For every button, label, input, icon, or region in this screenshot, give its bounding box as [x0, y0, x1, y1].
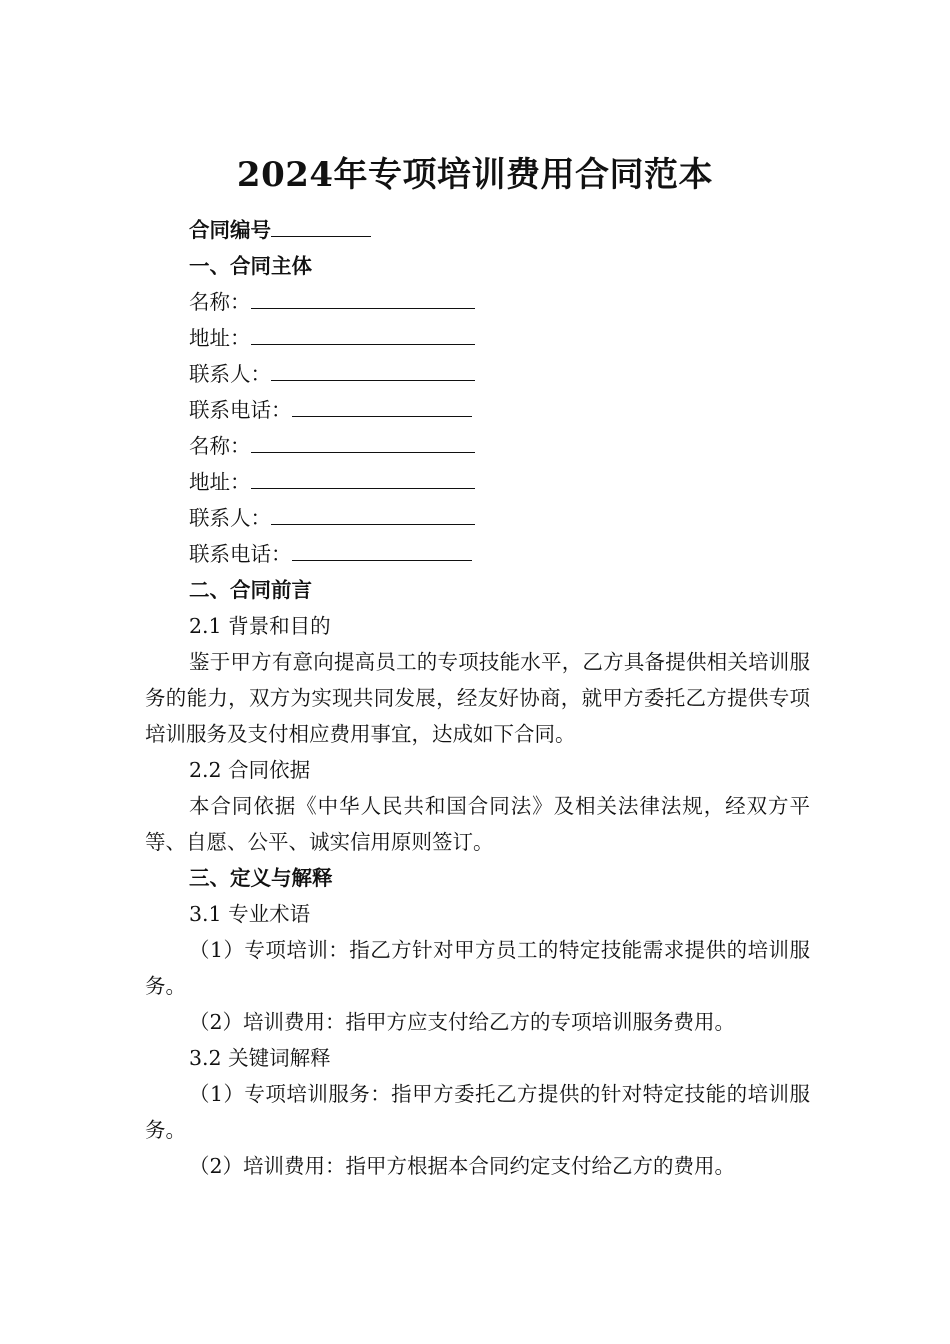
party-b-contact-line [145, 500, 810, 536]
party-b-address-line [145, 464, 810, 500]
party-b-phone-blank[interactable] [292, 536, 472, 561]
section3-sub2-heading: 3.2 关键词解释 [189, 1046, 331, 1070]
section3-sub2-item1: （1）专项培训服务：指甲方委托乙方提供的针对特定技能的培训服务。 [145, 1082, 810, 1142]
party-a-contact-line [145, 356, 810, 392]
section3-sub1-heading: 3.1 专业术语 [189, 902, 311, 926]
party-b-contact-label: 联系人： [189, 506, 271, 530]
party-a-address-blank[interactable] [251, 320, 475, 345]
party-b-name-line [145, 428, 810, 464]
party-a-contact-label: 联系人： [189, 362, 271, 386]
section3-sub2-item2: （2）培训费用：指甲方根据本合同约定支付给乙方的费用。 [189, 1154, 736, 1178]
party-a-contact-blank[interactable] [271, 356, 475, 381]
party-b-address-blank[interactable] [251, 464, 475, 489]
section2-heading: 二、合同前言 [189, 578, 312, 602]
document-title: 2024年专项培训费用合同范本 [236, 155, 714, 195]
section3-sub1-item2: （2）培训费用：指甲方应支付给乙方的专项培训服务费用。 [189, 1010, 736, 1034]
party-b-contact-blank[interactable] [271, 500, 475, 525]
party-a-phone-line [145, 392, 810, 428]
party-b-address-label: 地址： [189, 470, 251, 494]
contract-number-blank[interactable] [271, 212, 371, 237]
party-b-phone-label: 联系电话： [189, 542, 292, 566]
section2-sub1-paragraph: 鉴于甲方有意向提高员工的专项技能水平，乙方具备提供相关培训服务的能力，双方为实现共同发展，经友好协商，就甲方委托乙方提供专项培训服务及支付相应费用事宜，达成如下合同。 [145, 650, 810, 746]
section2-sub1-heading: 2.1 背景和目的 [189, 614, 331, 638]
section2-sub2-heading: 2.2 合同依据 [189, 758, 311, 782]
document-body [145, 212, 810, 1184]
party-a-address-label: 地址： [189, 326, 251, 350]
party-a-name-blank[interactable] [251, 284, 475, 309]
section1-heading: 一、合同主体 [189, 254, 312, 278]
party-b-name-label: 名称： [189, 434, 251, 458]
party-b-phone-line [145, 536, 810, 572]
section2-sub2-paragraph: 本合同依据《中华人民共和国合同法》及相关法律法规，经双方平等、自愿、公平、诚实信用原则签订。 [145, 794, 810, 854]
section3-sub1-item1: （1）专项培训：指乙方针对甲方员工的特定技能需求提供的培训服务。 [145, 938, 810, 998]
party-b-name-blank[interactable] [251, 428, 475, 453]
contract-number-line [145, 212, 810, 248]
party-a-phone-blank[interactable] [292, 392, 472, 417]
party-a-phone-label: 联系电话： [189, 398, 292, 422]
contract-number-label: 合同编号 [189, 218, 271, 242]
party-a-name-label: 名称： [189, 290, 251, 314]
section3-heading: 三、定义与解释 [189, 866, 333, 890]
party-a-address-line [145, 320, 810, 356]
party-a-name-line [145, 284, 810, 320]
